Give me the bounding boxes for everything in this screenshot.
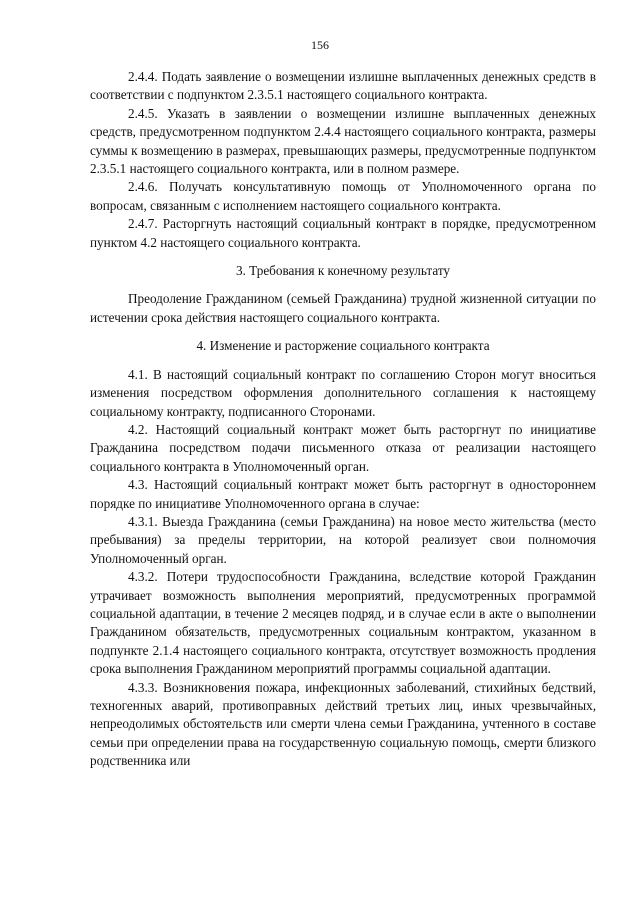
paragraph-2-4-6: 2.4.6. Получать консультативную помощь от Уполномоченного органа по вопросам, связанным с исполнением настоящего социального контракта. (90, 179, 596, 213)
paragraph-4-1: 4.1. В настоящий социальный контракт по соглашению Сторон могут вноситься изменения посредством оформления дополнительного соглашения к настоящему социальному контракту, подписанного Сторонами. (90, 366, 596, 419)
paragraph-4-2: 4.2. Настоящий социальный контракт может быть расторгнут по инициативе Гражданина посредством подачи письменного отказа от реализации настоящего социального контракта в Уполномоченный орган. (90, 421, 596, 474)
page-number: 156 (311, 38, 329, 52)
paragraph-4-3-2: 4.3.2. Потери трудоспособности Гражданина, вследствие которой Гражданин утрачивает возможность выполнения мероприятий, предусмотренных программой социальной адаптации, в течение 2 месяцев подряд, и в случае если в акте о выполнении Гражданином обязательств, предусмотренных социальным контрактом, указанном в подпункте 2.1.4 настоящего социального контракта, отсутствует возможность продления срока выполнения Гражданином мероприятий программы социальной адаптации. (90, 569, 596, 677)
paragraph-2-4-5: 2.4.5. Указать в заявлении о возмещении излишне выплаченных денежных средств, предусмотренном подпунктом 2.4.4 настоящего социального контракта, размеры суммы к возмещению в размерах, превышающих размеры, предусмотренные подпунктом 2.3.5.1 настоящего социального контракта, или в полном размере. (90, 105, 596, 177)
paragraph-2-4-4: 2.4.4. Подать заявление о возмещении излишне выплаченных денежных средств в соответствии с подпунктом 2.3.5.1 настоящего социального контракта. (90, 69, 596, 103)
paragraph-4-3-1: 4.3.1. Выезда Гражданина (семьи Гражданина) на новое место жительства (место пребывания) за пределы территории, на которой реализует свои полномочия Уполномоченный орган. (90, 513, 596, 566)
section-heading-3: 3. Требования к конечному результату (235, 263, 451, 279)
section-heading-4: 4. Изменение и расторжение социального контракта (196, 338, 490, 354)
paragraph-section-3: Преодоление Гражданином (семьей Гражданина) трудной жизненной ситуации по истечении срока действия настоящего социального контракта. (90, 291, 596, 325)
document-body (90, 68, 596, 771)
paragraph-2-4-7: 2.4.7. Расторгнуть настоящий социальный контракт в порядке, предусмотренном пунктом 4.2 настоящего социального контракта. (90, 216, 596, 250)
paragraph-4-3-3: 4.3.3. Возникновения пожара, инфекционных заболеваний, стихийных бедствий, техногенных аварий, противоправных действий третьих лиц, иных чрезвычайных, непреодолимых обстоятельств или смерти члена семьи Гражданина, учтенного в составе семьи при определении права на государственную социальную помощь, смерти близкого родственника или (90, 679, 596, 769)
paragraph-4-3: 4.3. Настоящий социальный контракт может быть расторгнут в одностороннем порядке по инициативе Уполномоченного органа в случае: (90, 477, 596, 511)
